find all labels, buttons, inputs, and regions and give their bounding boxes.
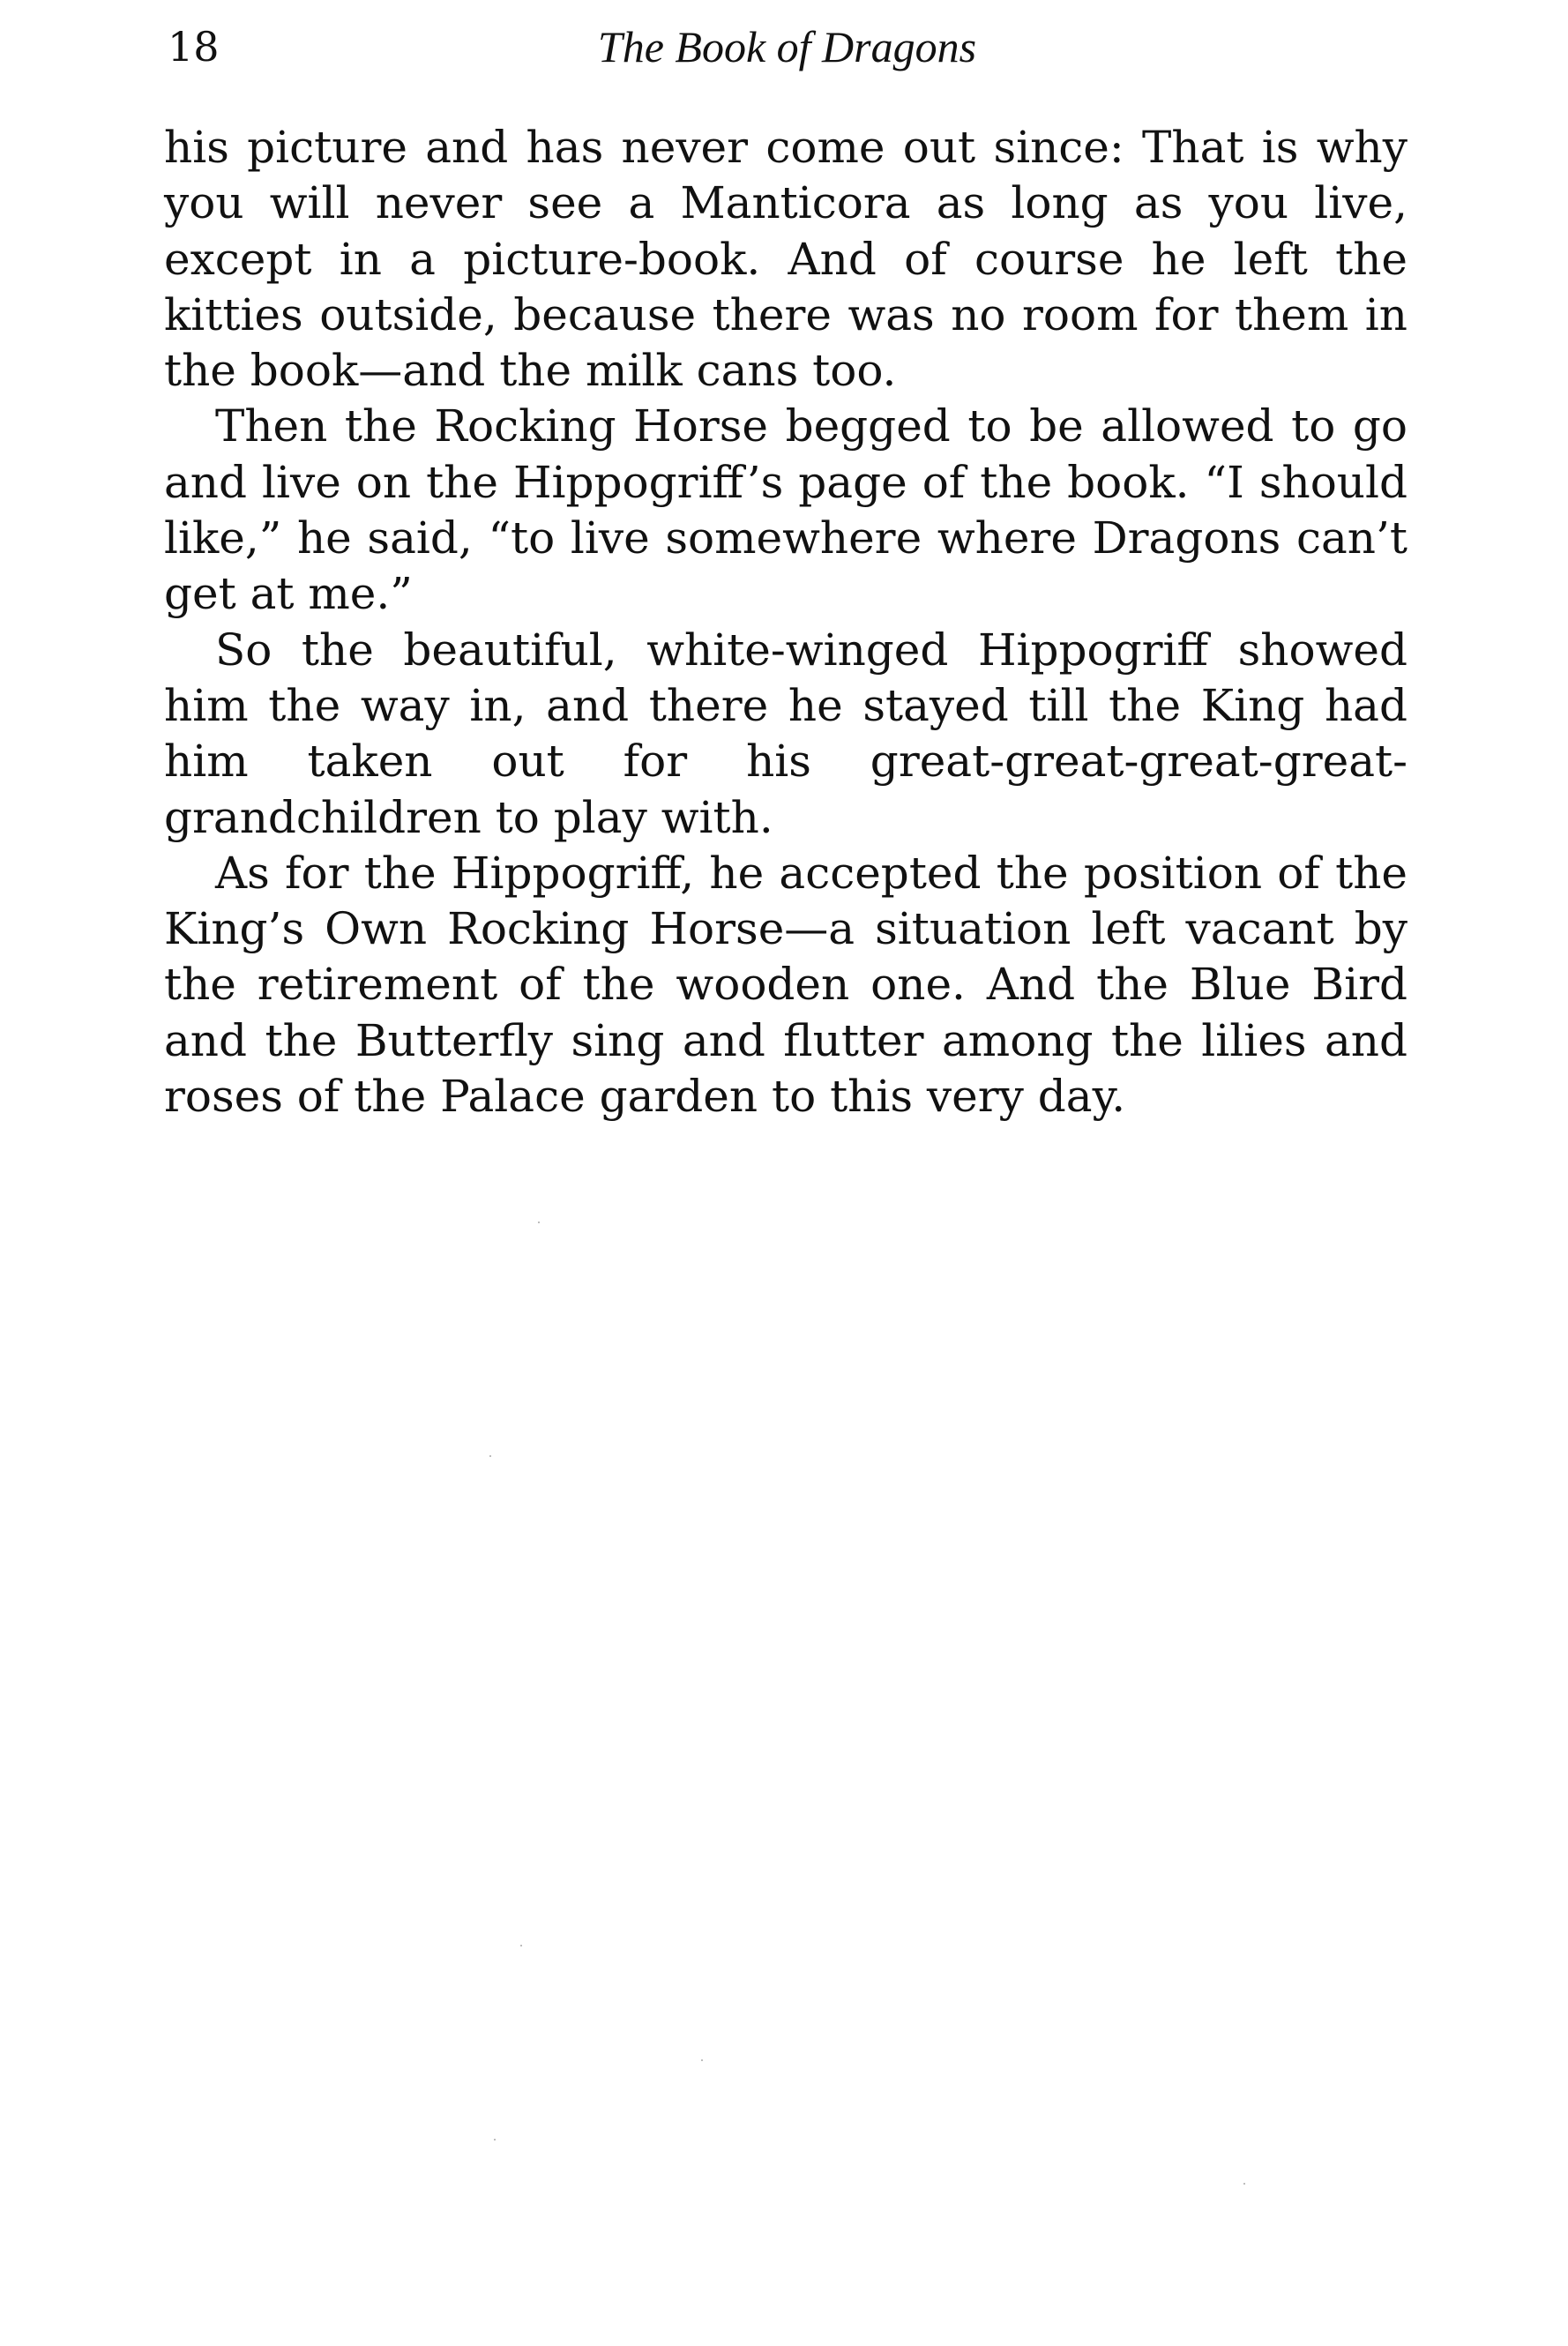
- paragraph-continued: his picture and has never come out since: That is why you will never see a Manticora as long as you live, except in a picture-book. And of course he left the kitties outside, because there was no room for them in the book—and the milk cans too.: [164, 122, 1407, 397]
- scan-speck: [489, 1455, 491, 1457]
- scan-speck: [538, 1222, 540, 1223]
- scan-speck: [494, 2139, 496, 2141]
- body-text: [164, 120, 1407, 1124]
- paragraph-ending: As for the Hippogriff, he accepted the position of the King’s Own Rocking Horse—a situation left vacant by the retirement of the wooden one. And the Blue Bird and the Butterfly sing and flutter among the lilies and roses of the Palace garden to this very day.: [164, 847, 1407, 1123]
- paragraph-hippogriff-shows-way: So the beautiful, white-winged Hippogriff showed him the way in, and there he stayed till the King had him taken out for his great-great-great-great-grandchildren to play with.: [164, 624, 1407, 843]
- scan-speck: [1243, 2183, 1245, 2185]
- running-head: [168, 16, 1407, 78]
- book-title: The Book of Dragons: [597, 22, 977, 71]
- page-number: 18: [168, 23, 220, 71]
- scan-speck: [701, 2059, 703, 2061]
- scan-speck: [520, 1945, 522, 1946]
- paragraph-rocking-horse: Then the Rocking Horse begged to be allowed to go and live on the Hippogriff’s page of the book. “I should like,” he said, “to live somewhere where Dragons can’t get at me.”: [164, 400, 1407, 620]
